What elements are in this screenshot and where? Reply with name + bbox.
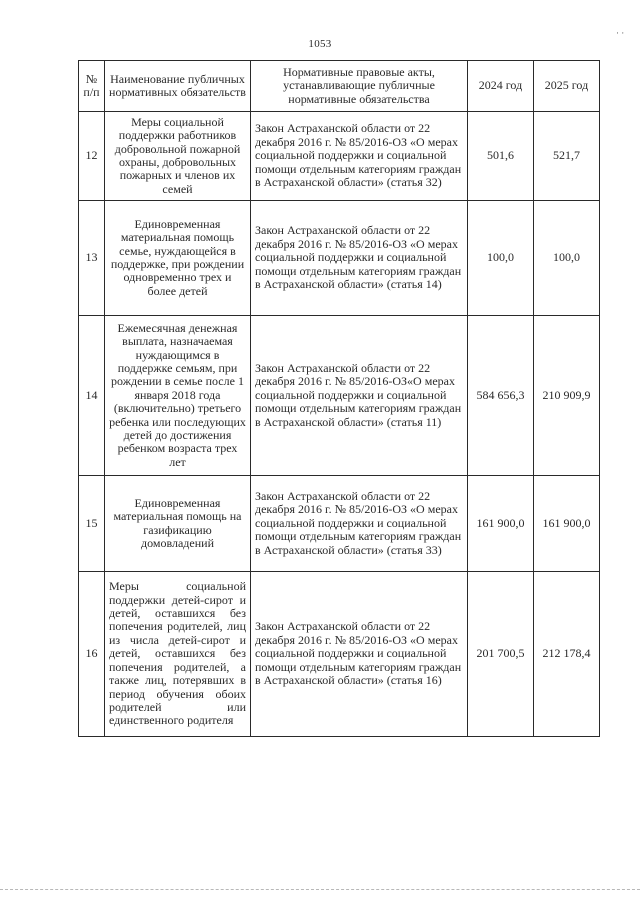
row-num: 12 (79, 112, 105, 201)
header-num: № п/п (79, 61, 105, 112)
page-number: 1053 (308, 38, 332, 50)
row-value-2024: 584 656,3 (468, 316, 534, 476)
row-value-2025: 212 178,4 (534, 572, 600, 737)
row-value-2024: 201 700,5 (468, 572, 534, 737)
row-law: Закон Астраханской области от 22 декабря 2016 г. № 85/2016-ОЗ«О мерах социальной поддержки и социальной помощи отдельным категориям граждан в Астраханской области» (статья 11) (251, 316, 468, 476)
table-row (79, 201, 600, 316)
row-name: Единовременная материальная помощь на газификацию домовладений (105, 476, 251, 572)
row-name: Меры социальной поддержки работников добровольной пожарной охраны, добровольных пожарных и членов их семей (105, 112, 251, 201)
header-name: Наименование публичных нормативных обязательств (105, 61, 251, 112)
row-law: Закон Астраханской области от 22 декабря 2016 г. № 85/2016-ОЗ «О мерах социальной поддержки и социальной помощи отдельным категориям граждан в Астраханской области» (статья 16) (251, 572, 468, 737)
row-law: Закон Астраханской области от 22 декабря 2016 г. № 85/2016-ОЗ «О мерах социальной поддержки и социальной помощи отдельным категориям граждан в Астраханской области» (статья 33) (251, 476, 468, 572)
row-num: 15 (79, 476, 105, 572)
row-law: Закон Астраханской области от 22 декабря 2016 г. № 85/2016-ОЗ «О мерах социальной поддержки и социальной помощи отдельным категориям граждан в Астраханской области» (статья 32) (251, 112, 468, 201)
corner-mark: · · (616, 28, 625, 38)
row-name: Меры социальной поддержки детей-сирот и детей, оставшихся без попечения родителей, лиц из числа детей-сирот и детей, оставшихся без попечения родителей, а также лиц, потерявших в период обучения обоих родителей или единственного родителя (105, 572, 251, 737)
header-2024: 2024 год (468, 61, 534, 112)
table-row (79, 476, 600, 572)
row-law: Закон Астраханской области от 22 декабря 2016 г. № 85/2016-ОЗ «О мерах социальной поддержки и социальной помощи отдельным категориям граждан в Астраханской области» (статья 14) (251, 201, 468, 316)
row-value-2024: 501,6 (468, 112, 534, 201)
table-header-row (79, 61, 600, 112)
row-value-2024: 100,0 (468, 201, 534, 316)
row-num: 13 (79, 201, 105, 316)
budget-obligations-table (78, 60, 600, 737)
row-num: 14 (79, 316, 105, 476)
header-2025: 2025 год (534, 61, 600, 112)
row-value-2025: 210 909,9 (534, 316, 600, 476)
header-law: Нормативные правовые акты, устанавливающие публичные нормативные обязательства (251, 61, 468, 112)
row-value-2025: 521,7 (534, 112, 600, 201)
table-row (79, 316, 600, 476)
table-row (79, 572, 600, 737)
scan-edge-line (0, 889, 640, 890)
row-name: Ежемесячная денежная выплата, назначаемая нуждающимся в поддержке семьям, при рождении в семье после 1 января 2018 года (включительно) третьего ребенка или последующих детей до достижения ребенком возраста трех лет (105, 316, 251, 476)
row-num: 16 (79, 572, 105, 737)
table-row (79, 112, 600, 201)
row-name: Единовременная материальная помощь семье, нуждающейся в поддержке, при рождении одновременно трех и более детей (105, 201, 251, 316)
row-value-2025: 161 900,0 (534, 476, 600, 572)
row-value-2025: 100,0 (534, 201, 600, 316)
row-value-2024: 161 900,0 (468, 476, 534, 572)
